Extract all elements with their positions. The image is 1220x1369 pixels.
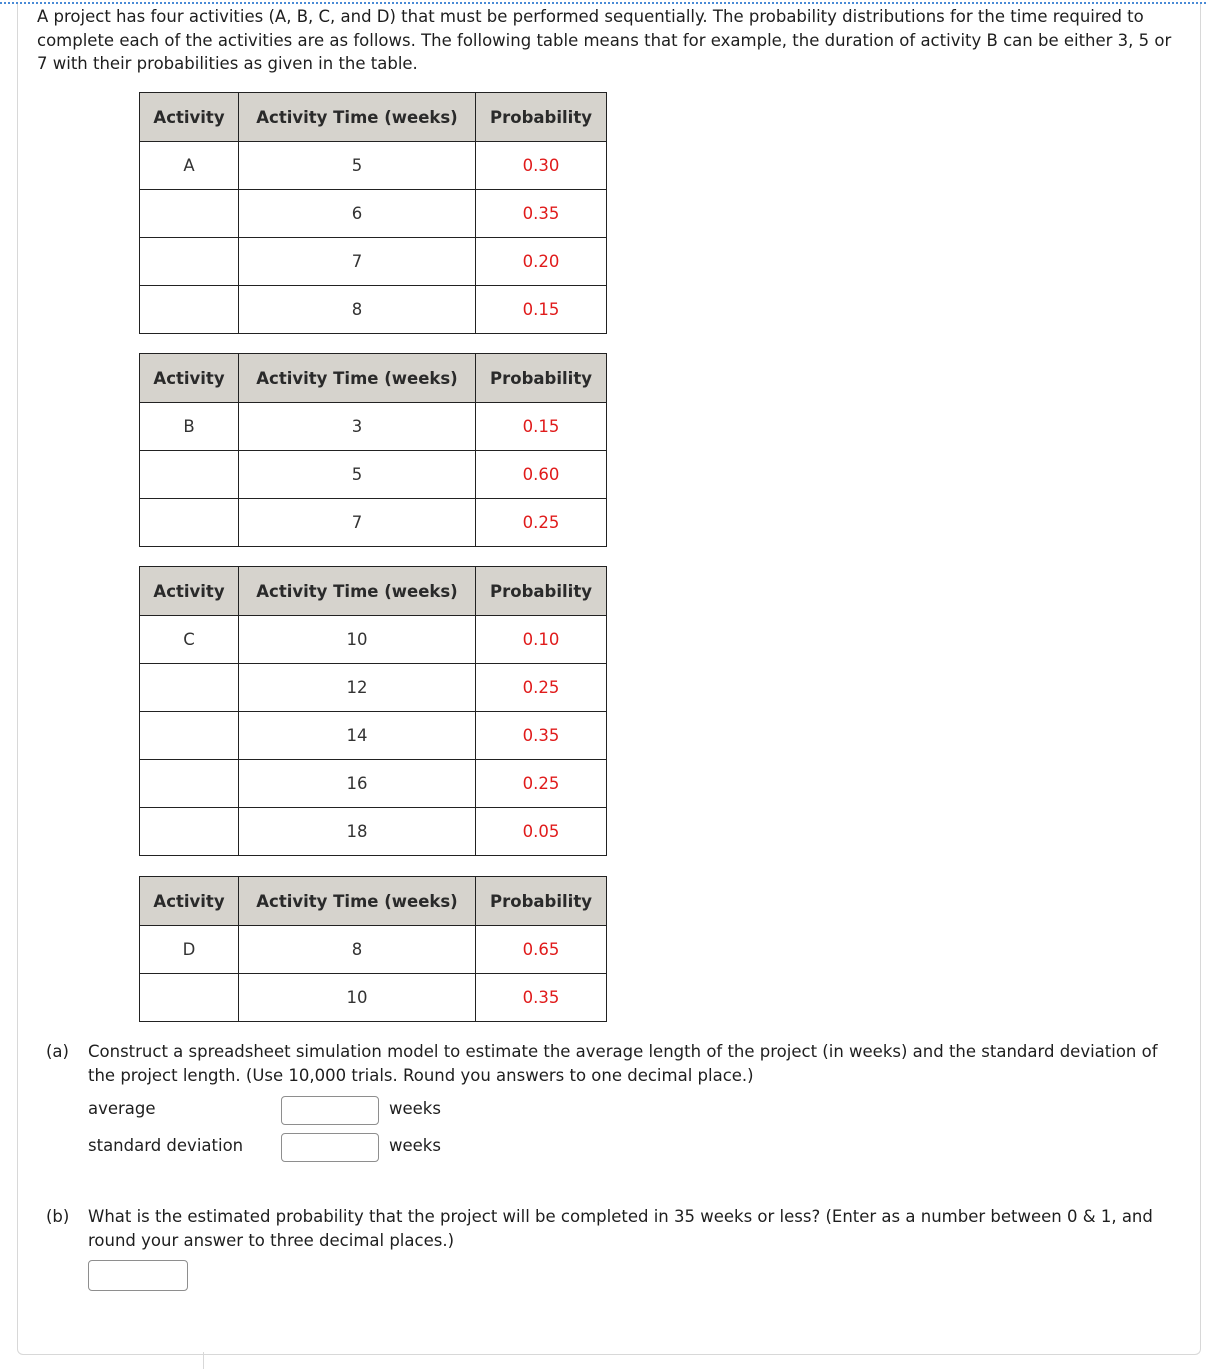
activity-cell — [140, 808, 239, 856]
header-activity-time: Activity Time (weeks) — [239, 93, 476, 142]
time-cell: 7 — [239, 238, 476, 286]
table-row — [140, 760, 607, 808]
average-unit: weeks — [389, 1099, 441, 1118]
probability-cell: 0.65 — [476, 926, 607, 974]
header-activity-time: Activity Time (weeks) — [239, 354, 476, 403]
problem-statement: A project has four activities (A, B, C, and D) that must be performed sequentially. The probability distributions for the time required to complete each of the activities are as follows. The following table means that for example, the duration of activity B can be either 3, 5 or 7 with their probabilities as given in the table. — [37, 7, 1172, 73]
probability-answer-input[interactable] — [88, 1260, 188, 1291]
part-b-question: What is the estimated probability that the project will be completed in 35 weeks or less? (Enter as a number between 0 & 1, and round your answer to three decimal places.) — [88, 1207, 1153, 1250]
header-activity: Activity — [140, 93, 239, 142]
std-deviation-input[interactable] — [281, 1133, 379, 1162]
time-cell: 18 — [239, 808, 476, 856]
header-probability: Probability — [476, 877, 607, 926]
activity-cell — [140, 190, 239, 238]
distribution-table-d — [139, 876, 607, 1022]
table-row — [140, 142, 607, 190]
header-probability: Probability — [476, 567, 607, 616]
activity-cell — [140, 712, 239, 760]
header-activity: Activity — [140, 354, 239, 403]
table-row — [140, 712, 607, 760]
table-row — [140, 616, 607, 664]
time-cell: 5 — [239, 142, 476, 190]
table-row — [140, 926, 607, 974]
table-row — [140, 403, 607, 451]
table-header-row — [140, 877, 607, 926]
part-a-question: Construct a spreadsheet simulation model to estimate the average length of the project (in weeks) and the standard deviation of the project length. (Use 10,000 trials. Round you answers to one decimal place.) — [88, 1042, 1158, 1085]
table-row — [140, 664, 607, 712]
table-row — [140, 974, 607, 1022]
distribution-table-a — [139, 92, 607, 334]
header-activity-time: Activity Time (weeks) — [239, 567, 476, 616]
activity-cell — [140, 664, 239, 712]
activity-cell: D — [140, 926, 239, 974]
probability-cell: 0.30 — [476, 142, 607, 190]
table-header-row — [140, 354, 607, 403]
table-row — [140, 451, 607, 499]
header-probability: Probability — [476, 354, 607, 403]
table-row — [140, 238, 607, 286]
time-cell: 7 — [239, 499, 476, 547]
activity-cell: C — [140, 616, 239, 664]
activity-cell — [140, 760, 239, 808]
activity-cell — [140, 974, 239, 1022]
table-row — [140, 499, 607, 547]
header-activity: Activity — [140, 567, 239, 616]
part-b-label: (b) — [46, 1207, 70, 1226]
time-cell: 14 — [239, 712, 476, 760]
probability-cell: 0.05 — [476, 808, 607, 856]
activity-cell — [140, 499, 239, 547]
probability-cell: 0.60 — [476, 451, 607, 499]
header-probability: Probability — [476, 93, 607, 142]
activity-cell: B — [140, 403, 239, 451]
header-activity-time: Activity Time (weeks) — [239, 877, 476, 926]
time-cell: 6 — [239, 190, 476, 238]
time-cell: 12 — [239, 664, 476, 712]
table-row — [140, 286, 607, 334]
time-cell: 5 — [239, 451, 476, 499]
activity-cell — [140, 286, 239, 334]
std-deviation-label: standard deviation — [88, 1136, 244, 1155]
part-a-label: (a) — [46, 1042, 69, 1061]
header-activity: Activity — [140, 877, 239, 926]
average-label: average — [88, 1099, 156, 1118]
activity-cell — [140, 451, 239, 499]
probability-cell: 0.35 — [476, 974, 607, 1022]
time-cell: 10 — [239, 974, 476, 1022]
time-cell: 16 — [239, 760, 476, 808]
time-cell: 8 — [239, 286, 476, 334]
probability-cell: 0.15 — [476, 403, 607, 451]
std-deviation-unit: weeks — [389, 1136, 441, 1155]
probability-cell: 0.25 — [476, 664, 607, 712]
probability-cell: 0.25 — [476, 499, 607, 547]
footer-divider — [17, 1352, 204, 1369]
table-header-row — [140, 93, 607, 142]
probability-cell: 0.35 — [476, 190, 607, 238]
distribution-table-c — [139, 566, 607, 856]
probability-cell: 0.25 — [476, 760, 607, 808]
activity-cell: A — [140, 142, 239, 190]
table-row — [140, 190, 607, 238]
time-cell: 10 — [239, 616, 476, 664]
table-header-row — [140, 567, 607, 616]
time-cell: 8 — [239, 926, 476, 974]
average-input[interactable] — [281, 1096, 379, 1125]
probability-cell: 0.20 — [476, 238, 607, 286]
probability-cell: 0.10 — [476, 616, 607, 664]
probability-cell: 0.35 — [476, 712, 607, 760]
probability-cell: 0.15 — [476, 286, 607, 334]
activity-cell — [140, 238, 239, 286]
time-cell: 3 — [239, 403, 476, 451]
distribution-table-b — [139, 353, 607, 547]
table-row — [140, 808, 607, 856]
